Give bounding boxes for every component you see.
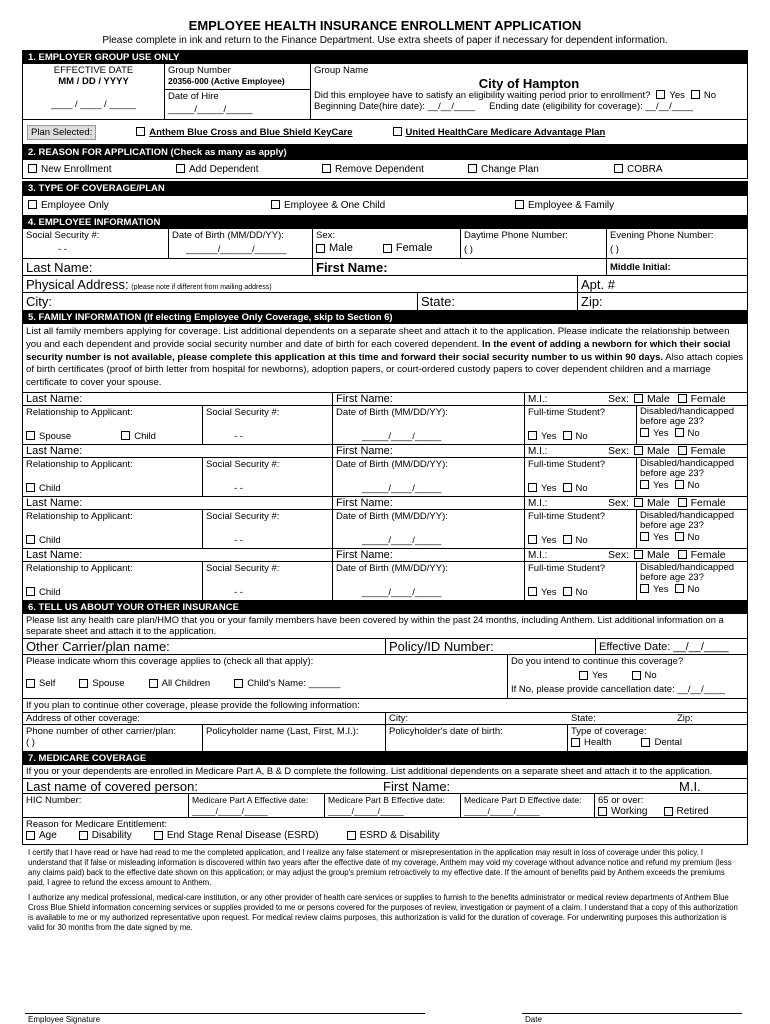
dependent-dob-label: Date of Birth (MM/DD/YY): xyxy=(336,562,448,574)
dependent-first-name-label: First Name: xyxy=(336,392,393,405)
family-instructions xyxy=(23,324,747,393)
dependent-sex-label: Sex: xyxy=(608,392,630,405)
evening-phone-label: Evening Phone Number: xyxy=(610,230,714,241)
disabled-yes-label: Yes xyxy=(653,479,669,491)
medicare-first-name-label: First Name: xyxy=(383,778,451,794)
dependent-fulltime-label: Full-time Student? xyxy=(528,562,606,574)
group-number-label: Group Number xyxy=(168,65,231,76)
eligibility-yes-label: Yes xyxy=(669,90,685,101)
fulltime-yes-label: Yes xyxy=(541,586,557,598)
dependent-sex-label: Sex: xyxy=(608,444,630,457)
employee-sex-label: Sex: xyxy=(316,230,336,241)
employee-middle-initial-label: Middle Initial: xyxy=(610,262,671,273)
relationship-child-checkbox[interactable] xyxy=(26,535,35,544)
fulltime-no-checkbox[interactable] xyxy=(563,483,572,492)
policy-id-field[interactable] xyxy=(386,639,596,654)
fulltime-no-checkbox[interactable] xyxy=(563,587,572,596)
applies-all-children-checkbox[interactable] xyxy=(149,679,158,688)
policyholder-name-field[interactable]: Policyholder name (Last, First, M.I.): xyxy=(203,725,386,751)
employee-female-checkbox[interactable] xyxy=(383,244,392,253)
family-para-c: Also attach copies of birth certificates (proof of birth letter from hospital for newborns), adoption papers, or court-ordered custody papers to cover dependent children and a marriage certificate to cover your spouse. xyxy=(26,351,744,389)
dependent-male-label: Male xyxy=(646,444,670,457)
section-2-heading: 2. REASON FOR APPLICATION (Check as many as apply) xyxy=(23,145,747,160)
disabled-yes-checkbox[interactable] xyxy=(640,584,649,593)
state-label: State: xyxy=(421,294,455,309)
fulltime-no-label: No xyxy=(575,586,588,598)
applies-self-checkbox[interactable] xyxy=(26,679,35,688)
dependent-female-checkbox[interactable] xyxy=(678,394,687,403)
employee-male-label: Male xyxy=(329,242,353,254)
continue-no-checkbox[interactable] xyxy=(632,671,641,680)
dependent-first-name-field[interactable] xyxy=(333,497,525,509)
fulltime-yes-label: Yes xyxy=(541,430,557,442)
coverage-employee-family-checkbox[interactable] xyxy=(515,200,524,209)
dependent-fulltime-label: Full-time Student? xyxy=(528,406,606,418)
coverage-employee-family-label: Employee & Family xyxy=(528,200,615,211)
relationship-child-label: Child xyxy=(134,430,156,442)
cancellation-date-field[interactable]: If No, please provide cancellation date: __/__/____ xyxy=(511,683,725,695)
dependent-before23-label: before age 23? xyxy=(640,416,704,428)
address-note: (please note if different from mailing address) xyxy=(131,284,272,291)
dependent-fulltime-label: Full-time Student? xyxy=(528,458,606,470)
employee-female-label: Female xyxy=(395,242,433,254)
dependent-dob-field[interactable]: _____/____/_____ xyxy=(362,482,442,494)
applies-self-label: Self xyxy=(39,677,56,689)
enrollment-form xyxy=(22,12,748,933)
type-coverage-label: Type of coverage: xyxy=(571,725,647,737)
continue-yes-label: Yes xyxy=(592,669,608,681)
dependent-sex xyxy=(605,549,747,561)
fulltime-no-label: No xyxy=(575,482,588,494)
dependent-first-name-field[interactable] xyxy=(333,393,525,405)
medicare-last-name-field[interactable] xyxy=(23,779,380,793)
dependent-sex xyxy=(605,445,747,457)
zip-field[interactable] xyxy=(578,293,747,310)
dependent-ssn-label: Social Security #: xyxy=(206,406,280,418)
plan-anthem-label: Anthem Blue Cross and Blue Shield KeyCare xyxy=(149,126,353,138)
zip-label: Zip: xyxy=(581,294,603,309)
medicare-intro: If you or your dependents are enrolled in Medicare Part A, B & D complete the following. List additional dependents on a separate sheet and attach it to the application. xyxy=(23,765,747,779)
reason-cobra-label: COBRA xyxy=(627,163,663,175)
employee-male-checkbox[interactable] xyxy=(316,244,325,253)
dependent-before23-label: before age 23? xyxy=(640,468,704,480)
state-field[interactable] xyxy=(418,293,578,310)
reason-add-dependent-label: Add Dependent xyxy=(189,163,259,175)
dependent-sex xyxy=(605,393,747,405)
dependent-first-name-label: First Name: xyxy=(336,548,393,561)
dependent-last-name-field[interactable] xyxy=(23,549,333,561)
disabled-no-checkbox[interactable] xyxy=(675,428,684,437)
continue-info-label: If you plan to continue other coverage, please provide the following information: xyxy=(23,699,747,713)
reason-age-checkbox[interactable] xyxy=(26,831,35,840)
date-of-hire-field[interactable]: _____/_____/_____ xyxy=(168,104,253,115)
disabled-yes-label: Yes xyxy=(653,531,669,543)
reason-esrd-label: End Stage Renal Disease (ESRD) xyxy=(166,829,319,841)
applies-spouse-label: Spouse xyxy=(92,677,125,689)
indicate-whom-label: Please indicate whom this coverage applies to (check all that apply): xyxy=(26,655,314,667)
continue-no-label: No xyxy=(644,669,657,681)
dependent-first-name-field[interactable] xyxy=(333,549,525,561)
effective-date-cell xyxy=(23,64,165,119)
employee-first-name-label: First Name: xyxy=(316,260,388,275)
group-number-value: 20356-000 (Active Employee) xyxy=(168,76,285,86)
city-label: City: xyxy=(26,294,52,309)
employee-middle-initial-field[interactable] xyxy=(607,259,747,275)
reason-disability-checkbox[interactable] xyxy=(79,831,88,840)
dependent-female-checkbox[interactable] xyxy=(678,498,687,507)
coverage-employee-child-checkbox[interactable] xyxy=(271,200,280,209)
section-2 xyxy=(22,145,748,179)
dependent-male-label: Male xyxy=(646,548,670,561)
dependent-female-label: Female xyxy=(690,392,726,405)
retired-checkbox[interactable] xyxy=(664,807,673,816)
group-number-cell xyxy=(165,64,311,119)
physical-address-field[interactable] xyxy=(23,276,578,292)
dependent-dob-label: Date of Birth (MM/DD/YY): xyxy=(336,458,448,470)
part-d-label: Medicare Part D Effective date: xyxy=(464,794,582,805)
dependent-relationship-label: Relationship to Applicant: xyxy=(26,562,133,574)
relationship-spouse-checkbox[interactable] xyxy=(26,431,35,440)
part-b-label: Medicare Part B Effective date: xyxy=(328,794,446,805)
reason-remove-dependent-checkbox[interactable] xyxy=(322,164,331,173)
reason-disability-label: Disability xyxy=(91,829,132,841)
employee-dob-field[interactable]: ______/______/______ xyxy=(186,244,287,255)
dependent-dob-field[interactable]: _____/____/_____ xyxy=(362,430,442,442)
form-title: EMPLOYEE HEALTH INSURANCE ENROLLMENT APPLICATION xyxy=(188,18,582,33)
dependent-mi-field[interactable] xyxy=(525,445,605,457)
date-of-hire-label: Date of Hire xyxy=(168,91,219,102)
relationship-child-label: Child xyxy=(39,534,61,546)
dependent-mi-field[interactable] xyxy=(525,549,605,561)
dependent-male-checkbox[interactable] xyxy=(634,498,643,507)
fulltime-no-label: No xyxy=(575,430,588,442)
reason-esrd-checkbox[interactable] xyxy=(154,831,163,840)
relationship-child-checkbox[interactable] xyxy=(26,587,35,596)
section-6 xyxy=(22,601,748,752)
effective-date-label: EFFECTIVE DATE xyxy=(53,65,134,76)
dependent-female-label: Female xyxy=(690,444,726,457)
eligibility-no-label: No xyxy=(703,90,717,101)
fulltime-no-checkbox[interactable] xyxy=(563,431,572,440)
employee-ssn-field[interactable]: - - xyxy=(58,244,67,255)
medicare-mi-label: M.I. xyxy=(679,778,701,794)
coverage-employee-child-label: Employee & One Child xyxy=(284,200,386,211)
disabled-yes-checkbox[interactable] xyxy=(640,428,649,437)
fulltime-yes-checkbox[interactable] xyxy=(528,483,537,492)
disabled-yes-label: Yes xyxy=(653,583,669,595)
continue-yes-checkbox[interactable] xyxy=(579,671,588,680)
policy-id-label: Policy/ID Number: xyxy=(389,638,494,654)
disabled-no-checkbox[interactable] xyxy=(675,532,684,541)
dependent-last-name-label: Last Name: xyxy=(26,496,83,509)
part-d-date-field[interactable]: _____/_____/_____ xyxy=(464,805,540,816)
dependent-female-label: Female xyxy=(690,548,726,561)
signature-line[interactable] xyxy=(25,1013,425,1014)
dependent-dob-field[interactable]: _____/____/_____ xyxy=(362,534,442,546)
fulltime-yes-label: Yes xyxy=(541,534,557,546)
reason-add-dependent-checkbox[interactable] xyxy=(176,164,185,173)
group-name-label: Group Name xyxy=(314,65,369,76)
applies-child-name-field[interactable]: Child's Name: ______ xyxy=(247,677,341,689)
dependent-first-name-field[interactable] xyxy=(333,445,525,457)
dependent-dob-label: Date of Birth (MM/DD/YY): xyxy=(336,510,448,522)
other-phone-field[interactable]: ( ) xyxy=(26,736,35,748)
employee-last-name-field[interactable] xyxy=(23,259,313,275)
reason-change-plan-checkbox[interactable] xyxy=(468,164,477,173)
plan-selected-row xyxy=(23,120,747,144)
retired-label: Retired xyxy=(676,805,709,817)
medicare-reason-label: Reason for Medicare Entitlement: xyxy=(26,818,167,830)
dependent-male-checkbox[interactable] xyxy=(634,446,643,455)
dependent-disabled-label: Disabled/handicapped xyxy=(640,405,735,417)
working-checkbox[interactable] xyxy=(598,807,607,816)
other-carrier-field[interactable] xyxy=(23,639,386,654)
disabled-yes-label: Yes xyxy=(653,427,669,439)
fulltime-no-label: No xyxy=(575,534,588,546)
dependent-mi-label: M.I.: xyxy=(528,549,548,561)
hic-number-field[interactable]: HIC Number: xyxy=(23,794,189,817)
relationship-child-checkbox[interactable] xyxy=(26,483,35,492)
part-a-date-field[interactable]: _____/_____/_____ xyxy=(192,805,268,816)
section-3-heading: 3. TYPE OF COVERAGE/PLAN xyxy=(23,181,747,196)
eligibility-no-checkbox[interactable] xyxy=(691,90,700,99)
dependent-female-checkbox[interactable] xyxy=(678,550,687,559)
section-5-heading: 5. FAMILY INFORMATION (If electing Employee Only Coverage, skip to Section 6) xyxy=(23,311,747,324)
fulltime-yes-label: Yes xyxy=(541,482,557,494)
dependent-dob-label: Date of Birth (MM/DD/YY): xyxy=(336,406,448,418)
authorization-paragraph: I authorize any medical professional, medical-care institution, or any other provider of health care services or supplies to furnish to the benefits administrator or medical review departments of Anthem Blue Cross Blue Shield information concerning services or supplies provided to me or persons covered for the purposes of review, investigation or payment of a claim. I understand that a copy of this authorization is available to me or my authorized representative upon request. For medical review claims purposes, this authorization is valid for the duration of coverage. For underwriting purposes this authorization is valid for 30 months from the date signed by me. xyxy=(28,892,738,932)
dependent-sex-label: Sex: xyxy=(608,496,630,509)
dependent-male-label: Male xyxy=(646,392,670,405)
over65-label: 65 or over: xyxy=(598,794,644,806)
employee-first-name-field[interactable] xyxy=(313,259,607,275)
medicare-first-name-field[interactable] xyxy=(380,779,676,793)
disabled-yes-checkbox[interactable] xyxy=(640,532,649,541)
applies-all-children-label: All Children xyxy=(161,677,211,689)
section-1-heading: 1. EMPLOYER GROUP USE ONLY xyxy=(23,51,747,64)
dependent-block xyxy=(23,445,747,497)
day-phone-label: Daytime Phone Number: xyxy=(464,230,569,241)
dependent-before23-label: before age 23? xyxy=(640,520,704,532)
dependent-dob-field[interactable]: _____/____/_____ xyxy=(362,586,442,598)
dependent-block xyxy=(23,497,747,549)
dependent-disabled-label: Disabled/handicapped xyxy=(640,509,735,521)
type-health-label: Health xyxy=(584,736,612,748)
eligibility-yes-checkbox[interactable] xyxy=(656,90,665,99)
relationship-spouse-label: Spouse xyxy=(39,430,72,442)
ending-date-field[interactable]: Ending date (eligibility for coverage): __/__/____ xyxy=(489,101,693,112)
part-b-date-field[interactable]: _____/_____/_____ xyxy=(328,805,404,816)
effective-date-field[interactable]: ____ / ____ / _____ xyxy=(51,99,136,110)
dependent-ssn-label: Social Security #: xyxy=(206,562,280,574)
fulltime-yes-checkbox[interactable] xyxy=(528,431,537,440)
other-city-field[interactable]: City: xyxy=(389,712,408,724)
section-4 xyxy=(22,216,748,311)
dependent-ssn-label: Social Security #: xyxy=(206,510,280,522)
group-name-value: City of Hampton xyxy=(478,76,580,91)
employee-signature-label: Employee Signature xyxy=(28,1015,101,1024)
dependent-mi-label: M.I.: xyxy=(528,393,548,405)
dependent-mi-label: M.I.: xyxy=(528,497,548,509)
reason-change-plan-label: Change Plan xyxy=(481,163,539,175)
family-para-b: In the event of adding a newborn for which their social security number is not available, please complete this application at this time and forward their social security number to us within 90 days. xyxy=(26,338,731,363)
reason-esrd-disability-label: ESRD & Disability xyxy=(359,829,440,841)
reason-cobra-checkbox[interactable] xyxy=(614,164,623,173)
reason-age-label: Age xyxy=(39,829,57,841)
dependent-sex-label: Sex: xyxy=(608,548,630,561)
dependent-ssn-field[interactable]: - - xyxy=(234,482,243,494)
physical-address-label: Physical Address: xyxy=(26,277,129,292)
reason-remove-dependent-label: Remove Dependent xyxy=(335,163,424,175)
dependent-first-name-label: First Name: xyxy=(336,444,393,457)
medicare-mi-field[interactable] xyxy=(676,779,747,793)
medicare-reason-row xyxy=(23,818,747,844)
apt-field[interactable] xyxy=(578,276,747,292)
apt-label: Apt. # xyxy=(581,277,615,292)
dependent-disabled-label: Disabled/handicapped xyxy=(640,457,735,469)
part-a-label: Medicare Part A Effective date: xyxy=(192,794,309,805)
other-insurance-intro: Please list any health care plan/HMO that you or your family members have been covered by within the past 24 months, including Anthem. List additional information on a separate sheet and attach it to the application. xyxy=(23,614,747,639)
other-phone-label: Phone number of other carrier/plan: xyxy=(26,725,176,737)
dependent-block xyxy=(23,393,747,445)
effective-date-format: MM / DD / YYYY xyxy=(58,76,129,87)
city-field[interactable] xyxy=(23,293,418,310)
type-dental-label: Dental xyxy=(654,736,682,748)
dependent-last-name-field[interactable] xyxy=(23,445,333,457)
reason-new-enrollment-label: New Enrollment xyxy=(41,163,112,175)
reason-options xyxy=(23,160,747,178)
beginning-date-field[interactable]: Beginning Date(hire date): __/__/____ xyxy=(314,101,476,112)
dependent-sex xyxy=(605,497,747,509)
disabled-no-label: No xyxy=(687,427,700,439)
policyholder-dob-field[interactable]: Policyholder's date of birth: xyxy=(386,725,568,751)
other-state-field[interactable]: State: xyxy=(571,712,596,724)
section-7-heading: 7. MEDICARE COVERAGE xyxy=(23,752,747,765)
date-line[interactable] xyxy=(522,1013,742,1014)
dependent-male-label: Male xyxy=(646,496,670,509)
fulltime-yes-checkbox[interactable] xyxy=(528,535,537,544)
disabled-no-checkbox[interactable] xyxy=(675,480,684,489)
working-label: Working xyxy=(611,805,648,817)
employee-dob-label: Date of Birth (MM/DD/YY): xyxy=(172,230,284,241)
section-3 xyxy=(22,181,748,216)
dependents-list xyxy=(23,393,747,600)
form-subtitle: Please complete in ink and return to the Finance Department. Use extra sheets of paper if necessary for dependent information. xyxy=(102,35,668,46)
coverage-options xyxy=(23,196,747,215)
dependent-relationship-label: Relationship to Applicant: xyxy=(26,406,133,418)
relationship-child-label: Child xyxy=(39,482,61,494)
dependent-relationship-label: Relationship to Applicant: xyxy=(26,510,133,522)
coverage-employee-only-label: Employee Only xyxy=(41,200,109,211)
employee-last-name-label: Last Name: xyxy=(26,260,93,275)
dependent-ssn-label: Social Security #: xyxy=(206,458,280,470)
dependent-ssn-field[interactable]: - - xyxy=(234,430,243,442)
eligibility-question: Did this employee have to satisfy an eligibility waiting period prior to enrollment? xyxy=(314,90,651,101)
family-para-a: List all family members applying for coverage. List additional dependents on a separate sheet and attach it to the application. Please indicate the relationship between you and each dependent and provide social security number and date of birth for each covered dependent. xyxy=(26,326,730,350)
fulltime-no-checkbox[interactable] xyxy=(563,535,572,544)
certification-paragraph: I certify that I have read or have had read to me the completed application, and I realize any false statement or misrepresentation in the application may result in loss of coverage under this policy. I understand that if false or misleading information is discovered within two years after the effective date of my coverage, Anthem may void my coverage without advance notice and refund my premium (less any claims paid) back to the effective date shown on this application; or may adjust the group's premium retroactively to my effective date. If the amount of benefits paid by Anthem exceeds the premiums paid, I agree to refund the excess amount to Anthem. xyxy=(28,847,732,887)
disabled-no-checkbox[interactable] xyxy=(675,584,684,593)
applies-child-checkbox[interactable] xyxy=(234,679,243,688)
dependent-last-name-label: Last Name: xyxy=(26,392,83,405)
coverage-employee-only-checkbox[interactable] xyxy=(28,200,37,209)
section-5 xyxy=(22,311,748,601)
plan-anthem-checkbox[interactable] xyxy=(136,127,145,136)
disabled-yes-checkbox[interactable] xyxy=(640,480,649,489)
continue-question: Do you intend to continue this coverage? xyxy=(511,655,684,667)
type-health-checkbox[interactable] xyxy=(571,738,580,747)
section-6-heading: 6. TELL US ABOUT YOUR OTHER INSURANCE xyxy=(23,601,747,614)
dependent-last-name-field[interactable] xyxy=(23,497,333,509)
dependent-last-name-label: Last Name: xyxy=(26,548,83,561)
dependent-female-checkbox[interactable] xyxy=(678,446,687,455)
evening-phone-field[interactable]: ( ) xyxy=(610,244,619,255)
other-address-field[interactable]: Address of other coverage: xyxy=(23,713,386,724)
day-phone-field[interactable]: ( ) xyxy=(464,244,473,255)
disabled-no-label: No xyxy=(687,531,700,543)
fulltime-yes-checkbox[interactable] xyxy=(528,587,537,596)
plan-united-label: United HealthCare Medicare Advantage Plan xyxy=(405,126,606,138)
reason-new-enrollment-checkbox[interactable] xyxy=(28,164,37,173)
dependent-mi-field[interactable] xyxy=(525,393,605,405)
dependent-male-checkbox[interactable] xyxy=(634,394,643,403)
dependent-last-name-label: Last Name: xyxy=(26,444,83,457)
section-1 xyxy=(22,50,748,145)
other-effective-date-field[interactable]: Effective Date: __/__/____ xyxy=(599,640,729,653)
dependent-fulltime-label: Full-time Student? xyxy=(528,510,606,522)
relationship-child-label: Child xyxy=(39,586,61,598)
section-7 xyxy=(22,752,748,845)
dependent-ssn-field[interactable]: - - xyxy=(234,534,243,546)
disabled-no-label: No xyxy=(687,583,700,595)
reason-esrd-disability-checkbox[interactable] xyxy=(347,831,356,840)
other-zip-field[interactable]: Zip: xyxy=(677,712,693,724)
signature-date-label: Date xyxy=(525,1015,542,1024)
dependent-mi-label: M.I.: xyxy=(528,445,548,457)
plan-united-checkbox[interactable] xyxy=(393,127,402,136)
section-4-heading: 4. EMPLOYEE INFORMATION xyxy=(23,216,747,229)
relationship-child-checkbox[interactable] xyxy=(121,431,130,440)
dependent-mi-field[interactable] xyxy=(525,497,605,509)
dependent-relationship-label: Relationship to Applicant: xyxy=(26,458,133,470)
dependent-first-name-label: First Name: xyxy=(336,496,393,509)
disabled-no-label: No xyxy=(687,479,700,491)
medicare-last-name-label: Last name of covered person: xyxy=(26,778,198,794)
dependent-last-name-field[interactable] xyxy=(23,393,333,405)
dependent-before23-label: before age 23? xyxy=(640,572,704,584)
type-dental-checkbox[interactable] xyxy=(641,738,650,747)
dependent-block xyxy=(23,549,747,600)
dependent-disabled-label: Disabled/handicapped xyxy=(640,561,735,573)
applies-spouse-checkbox[interactable] xyxy=(79,679,88,688)
other-carrier-label: Other Carrier/plan name: xyxy=(26,638,170,654)
group-name-cell xyxy=(311,64,747,119)
plan-selected-label: Plan Selected: xyxy=(27,125,96,140)
dependent-female-label: Female xyxy=(690,496,726,509)
dependent-ssn-field[interactable]: - - xyxy=(234,586,243,598)
employee-ssn-label: Social Security #: xyxy=(26,230,100,241)
dependent-male-checkbox[interactable] xyxy=(634,550,643,559)
